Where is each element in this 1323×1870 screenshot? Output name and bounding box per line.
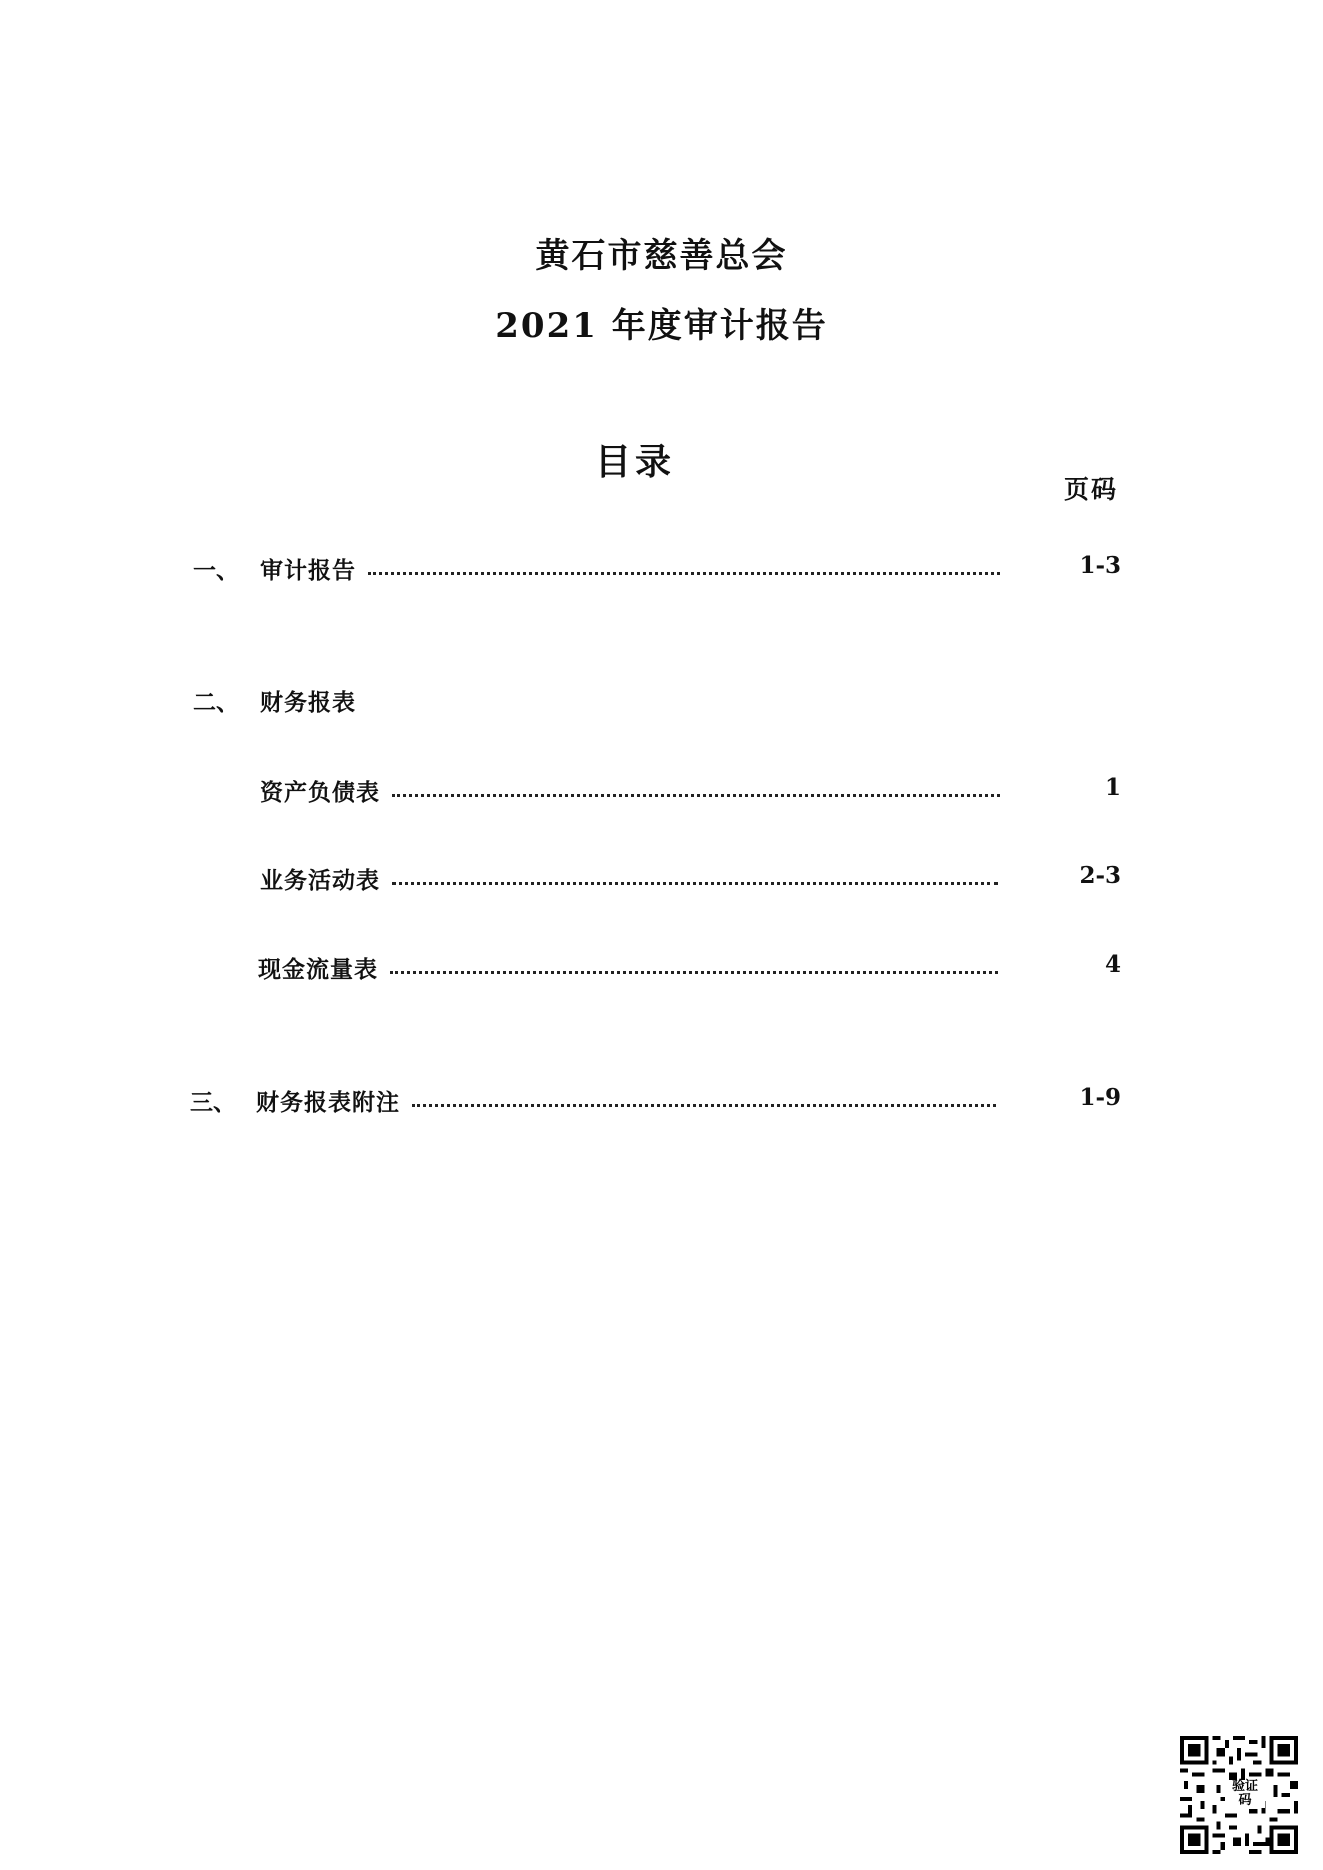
toc-row-page: 1-9 — [1079, 1084, 1121, 1111]
toc-row-page: 4 — [1104, 951, 1121, 978]
toc-leader-dots — [392, 882, 998, 885]
toc-row-number: 二、 — [193, 689, 239, 716]
page-column-label: 页码 — [1063, 475, 1118, 504]
toc-row-page: 1 — [1104, 774, 1121, 801]
org-title: 黄石市慈善总会 — [535, 236, 788, 276]
toc-row-cash-flow-statement — [0, 951, 1323, 987]
toc-leader-dots — [392, 794, 1000, 797]
toc-row-label: 财务报表附注 — [256, 1089, 400, 1116]
toc-leader-dots — [412, 1104, 996, 1107]
toc-row-label: 审计报告 — [260, 557, 356, 584]
toc-row-notes — [0, 1084, 1323, 1120]
toc-row-audit-report — [0, 552, 1323, 588]
toc-row-label: 财务报表 — [260, 689, 356, 716]
qr-label-line2: 码 — [1238, 1793, 1252, 1808]
toc-row-number: 一、 — [193, 557, 239, 584]
toc-row-balance-sheet — [0, 774, 1323, 810]
toc-row-label: 业务活动表 — [260, 867, 380, 894]
qr-label-line1: 验证 — [1231, 1779, 1258, 1794]
toc-row-page: 1-3 — [1079, 552, 1121, 579]
toc-row-activity-statement — [0, 862, 1323, 898]
toc-row-page: 2-3 — [1079, 862, 1121, 889]
toc-row-financial-statements — [0, 684, 1323, 720]
toc-leader-dots — [368, 572, 1000, 575]
toc-leader-dots — [390, 971, 998, 974]
toc-row-number: 三、 — [190, 1089, 236, 1116]
report-title: 2021 年度审计报告 — [495, 306, 828, 346]
toc-row-label: 资产负债表 — [260, 779, 380, 806]
toc-heading: 目录 — [594, 441, 675, 483]
toc-row-label: 现金流量表 — [258, 956, 378, 983]
qr-label — [1225, 1780, 1265, 1808]
